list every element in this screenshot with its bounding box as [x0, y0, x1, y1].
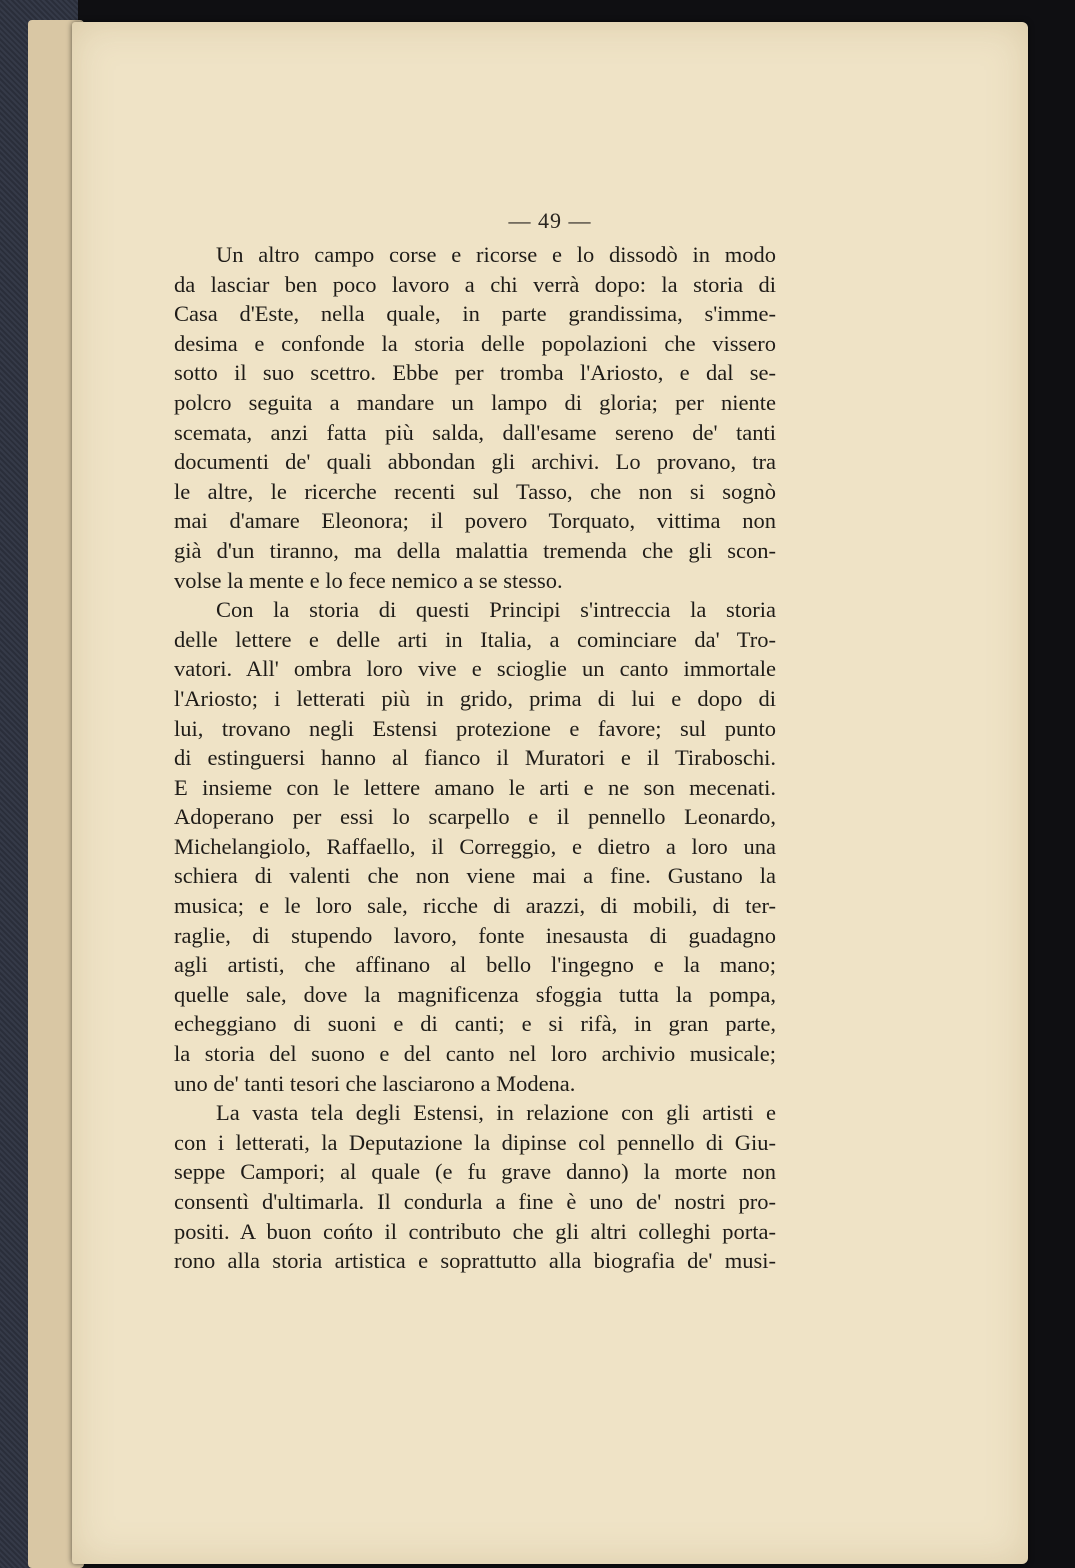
text-line: uno de' tanti tesori che lasciarono a Modena. [174, 1070, 576, 1096]
text-line: già d'un tiranno, ma della malattia tremenda che gli scon- [174, 537, 776, 563]
text-line: E insieme con le lettere amano le arti e ne son mecenati. [174, 774, 776, 800]
page-number: — 49 — [508, 208, 592, 233]
text-line: quelle sale, dove la magnificenza sfoggia tutta la pompa, [174, 981, 776, 1007]
text-line: con i letterati, la Deputazione la dipinse col pennello di Giu- [174, 1129, 776, 1155]
text-line: da lasciar ben poco lavoro a chi verrà dopo: la storia di [174, 271, 776, 297]
text-line: raglie, di stupendo lavoro, fonte inesausta di guadagno [174, 922, 776, 948]
text-line: Un altro campo corse e ricorse e lo dissodò in modo [216, 242, 776, 267]
text-line: positi. A buon cońto il contributo che gli altri colleghi porta- [174, 1218, 776, 1244]
text-line: delle lettere e delle arti in Italia, a cominciare da' Tro- [174, 626, 776, 652]
text-line: sotto il suo scettro. Ebbe per tromba l'Ariosto, e dal se- [174, 360, 776, 386]
text-line: Michelangiolo, Raffaello, il Correggio, e dietro a loro una [174, 833, 776, 859]
text-line: volse la mente e lo fece nemico a se stesso. [174, 567, 563, 593]
text-line: le altre, le ricerche recenti sul Tasso, che non si sognò [174, 478, 776, 504]
text-line: scemata, anzi fatta più salda, dall'esame sereno de' tanti [174, 419, 776, 445]
text-line: musica; e le loro sale, ricche di arazzi, di mobili, di ter- [174, 893, 776, 919]
text-line: seppe Campori; al quale (e fu grave danno) la morte non [174, 1159, 776, 1185]
text-line: rono alla storia artistica e soprattutto alla biografia de' musi- [174, 1248, 776, 1274]
body-text [174, 240, 776, 1276]
text-line: polcro seguita a mandare un lampo di gloria; per niente [174, 389, 776, 415]
text-line: Con la storia di questi Principi s'intreccia la storia [216, 597, 776, 623]
text-line: l'Ariosto; i letterati più in grido, prima di lui e dopo di [174, 685, 776, 711]
text-line: echeggiano di suoni e di canti; e si rifà, in gran parte, [174, 1011, 776, 1037]
text-line: documenti de' quali abbondan gli archivi. Lo provano, tra [174, 449, 776, 475]
text-line: la storia del suono e del canto nel loro archivio musicale; [174, 1041, 776, 1067]
text-line: Adoperano per essi lo scarpello e il pennello Leonardo, [174, 804, 776, 830]
book-page [72, 22, 1028, 1564]
text-line: desima e confonde la storia delle popolazioni che vissero [174, 330, 776, 356]
text-line: mai d'amare Eleonora; il povero Torquato, vittima non [174, 508, 776, 534]
text-line: Casa d'Este, nella quale, in parte grandissima, s'imme- [174, 301, 776, 327]
text-line: di estinguersi hanno al fianco il Muratori e il Tiraboschi. [174, 745, 776, 771]
text-line: schiera di valenti che non viene mai a fine. Gustano la [174, 863, 776, 889]
text-line: consentì d'ultimarla. Il condurla a fine è uno de' nostri pro- [174, 1189, 776, 1214]
text-line: lui, trovano negli Estensi protezione e favore; sul punto [174, 715, 776, 741]
text-line: agli artisti, che affinano al bello l'ingegno e la mano; [174, 952, 776, 978]
text-line: La vasta tela degli Estensi, in relazione con gli artisti e [216, 1100, 776, 1126]
text-line: vatori. All' ombra loro vive e scioglie un canto immortale [174, 656, 776, 682]
